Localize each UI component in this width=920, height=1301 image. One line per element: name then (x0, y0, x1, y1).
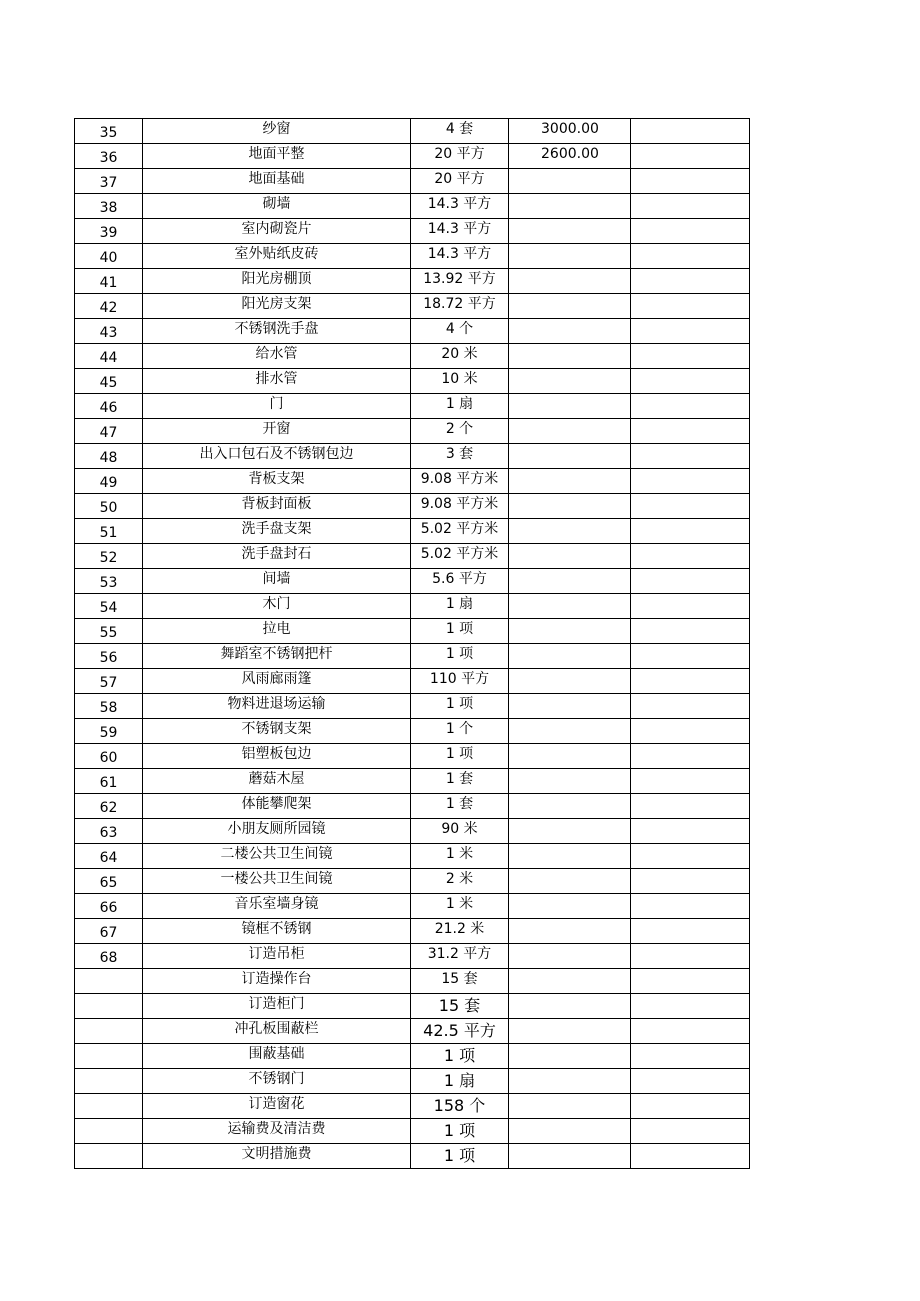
item-name-cell: 物料进退场运输 (143, 694, 411, 719)
item-note-cell (631, 119, 750, 144)
item-number-cell (75, 969, 143, 994)
table-row (75, 169, 750, 194)
item-quantity-cell: 1 项 (411, 619, 509, 644)
item-number-cell: 44 (75, 344, 143, 369)
table-row (75, 369, 750, 394)
item-quantity-cell: 20 平方 (411, 144, 509, 169)
item-name-cell: 订造吊柜 (143, 944, 411, 969)
item-note-cell (631, 869, 750, 894)
item-name-cell: 室外贴纸皮砖 (143, 244, 411, 269)
item-note-cell (631, 394, 750, 419)
table-row (75, 219, 750, 244)
table-row (75, 669, 750, 694)
item-quantity-cell: 1 项 (411, 1119, 509, 1144)
item-amount-cell (509, 1044, 631, 1069)
item-amount-cell (509, 969, 631, 994)
item-quantity-cell: 1 套 (411, 794, 509, 819)
item-amount-cell (509, 294, 631, 319)
item-quantity-cell: 5.02 平方米 (411, 544, 509, 569)
table-row (75, 994, 750, 1019)
item-name-cell: 纱窗 (143, 119, 411, 144)
item-note-cell (631, 894, 750, 919)
item-name-cell: 间墙 (143, 569, 411, 594)
table-row (75, 794, 750, 819)
item-number-cell: 59 (75, 719, 143, 744)
item-amount-cell (509, 619, 631, 644)
item-number-cell: 58 (75, 694, 143, 719)
item-note-cell (631, 719, 750, 744)
item-note-cell (631, 169, 750, 194)
item-number-cell: 61 (75, 769, 143, 794)
table-row (75, 1119, 750, 1144)
item-name-cell: 小朋友厕所园镜 (143, 819, 411, 844)
item-amount-cell (509, 819, 631, 844)
item-quantity-cell: 21.2 米 (411, 919, 509, 944)
item-note-cell (631, 319, 750, 344)
item-amount-cell (509, 544, 631, 569)
item-note-cell (631, 1119, 750, 1144)
item-name-cell: 风雨廊雨篷 (143, 669, 411, 694)
item-name-cell: 不锈钢支架 (143, 719, 411, 744)
item-number-cell: 63 (75, 819, 143, 844)
item-note-cell (631, 269, 750, 294)
table-row (75, 619, 750, 644)
item-number-cell: 36 (75, 144, 143, 169)
item-number-cell: 54 (75, 594, 143, 619)
item-name-cell: 运输费及清洁费 (143, 1119, 411, 1144)
item-quantity-cell: 1 项 (411, 644, 509, 669)
item-note-cell (631, 694, 750, 719)
item-name-cell: 不锈钢门 (143, 1069, 411, 1094)
table-row (75, 1144, 750, 1169)
item-number-cell: 62 (75, 794, 143, 819)
item-name-cell: 砌墙 (143, 194, 411, 219)
item-name-cell: 洗手盘封石 (143, 544, 411, 569)
item-note-cell (631, 294, 750, 319)
item-amount-cell (509, 569, 631, 594)
item-name-cell: 体能攀爬架 (143, 794, 411, 819)
item-number-cell: 45 (75, 369, 143, 394)
table-row (75, 494, 750, 519)
item-note-cell (631, 544, 750, 569)
item-note-cell (631, 344, 750, 369)
item-name-cell: 门 (143, 394, 411, 419)
item-quantity-cell: 1 米 (411, 894, 509, 919)
item-name-cell: 一楼公共卫生间镜 (143, 869, 411, 894)
item-note-cell (631, 244, 750, 269)
table-row (75, 319, 750, 344)
item-quantity-cell: 13.92 平方 (411, 269, 509, 294)
item-quantity-cell: 14.3 平方 (411, 244, 509, 269)
item-number-cell (75, 1144, 143, 1169)
table-body (75, 119, 750, 1169)
item-name-cell: 蘑菇木屋 (143, 769, 411, 794)
item-name-cell: 木门 (143, 594, 411, 619)
item-number-cell: 65 (75, 869, 143, 894)
item-number-cell (75, 1119, 143, 1144)
item-number-cell: 49 (75, 469, 143, 494)
item-note-cell (631, 944, 750, 969)
item-quantity-cell: 1 个 (411, 719, 509, 744)
item-quantity-cell: 20 米 (411, 344, 509, 369)
item-name-cell: 排水管 (143, 369, 411, 394)
item-amount-cell (509, 1019, 631, 1044)
item-note-cell (631, 494, 750, 519)
item-name-cell: 开窗 (143, 419, 411, 444)
table-row (75, 869, 750, 894)
item-note-cell (631, 919, 750, 944)
table-row (75, 444, 750, 469)
item-quantity-cell: 15 套 (411, 994, 509, 1019)
item-quantity-cell: 18.72 平方 (411, 294, 509, 319)
item-amount-cell (509, 219, 631, 244)
item-amount-cell (509, 769, 631, 794)
table-row (75, 969, 750, 994)
item-quantity-cell: 14.3 平方 (411, 194, 509, 219)
item-name-cell: 阳光房棚顶 (143, 269, 411, 294)
item-number-cell: 37 (75, 169, 143, 194)
item-quantity-cell: 1 套 (411, 769, 509, 794)
item-name-cell: 冲孔板围蔽栏 (143, 1019, 411, 1044)
table-row (75, 294, 750, 319)
item-amount-cell (509, 494, 631, 519)
table-row (75, 944, 750, 969)
item-amount-cell (509, 594, 631, 619)
item-note-cell (631, 1069, 750, 1094)
item-note-cell (631, 444, 750, 469)
table-row (75, 344, 750, 369)
table-row (75, 1069, 750, 1094)
item-name-cell: 铝塑板包边 (143, 744, 411, 769)
item-quantity-cell: 1 扇 (411, 594, 509, 619)
table-row (75, 119, 750, 144)
item-name-cell: 洗手盘支架 (143, 519, 411, 544)
item-number-cell: 64 (75, 844, 143, 869)
item-quantity-cell: 1 项 (411, 744, 509, 769)
table-row (75, 644, 750, 669)
item-amount-cell (509, 394, 631, 419)
item-number-cell: 53 (75, 569, 143, 594)
item-quantity-cell: 1 项 (411, 1144, 509, 1169)
item-number-cell: 39 (75, 219, 143, 244)
table-row (75, 919, 750, 944)
item-name-cell: 拉电 (143, 619, 411, 644)
table-row (75, 144, 750, 169)
item-amount-cell (509, 369, 631, 394)
item-number-cell: 43 (75, 319, 143, 344)
item-quantity-cell: 9.08 平方米 (411, 469, 509, 494)
item-number-cell: 47 (75, 419, 143, 444)
item-name-cell: 给水管 (143, 344, 411, 369)
item-name-cell: 背板封面板 (143, 494, 411, 519)
item-number-cell: 55 (75, 619, 143, 644)
item-note-cell (631, 419, 750, 444)
table-row (75, 1044, 750, 1069)
table-row (75, 694, 750, 719)
item-name-cell: 背板支架 (143, 469, 411, 494)
item-amount-cell (509, 944, 631, 969)
item-note-cell (631, 594, 750, 619)
table-row (75, 244, 750, 269)
item-note-cell (631, 819, 750, 844)
quantity-table (74, 118, 750, 1169)
item-quantity-cell: 2 米 (411, 869, 509, 894)
item-amount-cell (509, 994, 631, 1019)
item-note-cell (631, 369, 750, 394)
item-quantity-cell: 15 套 (411, 969, 509, 994)
table-row (75, 894, 750, 919)
item-note-cell (631, 844, 750, 869)
table-row (75, 719, 750, 744)
item-amount-cell (509, 244, 631, 269)
item-amount-cell (509, 319, 631, 344)
table-row (75, 819, 750, 844)
item-amount-cell (509, 694, 631, 719)
item-note-cell (631, 1019, 750, 1044)
item-quantity-cell: 10 米 (411, 369, 509, 394)
item-number-cell: 35 (75, 119, 143, 144)
item-quantity-cell: 4 个 (411, 319, 509, 344)
table-row (75, 269, 750, 294)
item-number-cell: 42 (75, 294, 143, 319)
item-amount-cell (509, 194, 631, 219)
table-row (75, 844, 750, 869)
item-number-cell: 41 (75, 269, 143, 294)
item-amount-cell: 2600.00 (509, 144, 631, 169)
item-number-cell: 52 (75, 544, 143, 569)
item-name-cell: 不锈钢洗手盘 (143, 319, 411, 344)
item-amount-cell (509, 719, 631, 744)
item-amount-cell (509, 269, 631, 294)
item-amount-cell (509, 1094, 631, 1119)
table-row (75, 419, 750, 444)
item-amount-cell (509, 1069, 631, 1094)
item-number-cell (75, 1094, 143, 1119)
item-quantity-cell: 5.02 平方米 (411, 519, 509, 544)
item-amount-cell (509, 744, 631, 769)
item-number-cell: 48 (75, 444, 143, 469)
item-quantity-cell: 14.3 平方 (411, 219, 509, 244)
item-number-cell: 46 (75, 394, 143, 419)
item-note-cell (631, 1094, 750, 1119)
item-note-cell (631, 569, 750, 594)
item-name-cell: 订造柜门 (143, 994, 411, 1019)
item-amount-cell (509, 169, 631, 194)
item-note-cell (631, 194, 750, 219)
item-number-cell (75, 1044, 143, 1069)
table-row (75, 769, 750, 794)
item-note-cell (631, 1044, 750, 1069)
item-note-cell (631, 619, 750, 644)
item-quantity-cell: 3 套 (411, 444, 509, 469)
table-row (75, 744, 750, 769)
table-row (75, 1019, 750, 1044)
table-row (75, 194, 750, 219)
item-name-cell: 地面平整 (143, 144, 411, 169)
item-note-cell (631, 1144, 750, 1169)
item-number-cell: 56 (75, 644, 143, 669)
item-note-cell (631, 669, 750, 694)
item-quantity-cell: 4 套 (411, 119, 509, 144)
item-quantity-cell: 20 平方 (411, 169, 509, 194)
item-amount-cell (509, 419, 631, 444)
item-quantity-cell: 9.08 平方米 (411, 494, 509, 519)
item-amount-cell: 3000.00 (509, 119, 631, 144)
item-amount-cell (509, 644, 631, 669)
item-note-cell (631, 744, 750, 769)
item-quantity-cell: 1 项 (411, 1044, 509, 1069)
item-name-cell: 镜框不锈钢 (143, 919, 411, 944)
item-number-cell (75, 1019, 143, 1044)
item-note-cell (631, 519, 750, 544)
item-amount-cell (509, 869, 631, 894)
item-quantity-cell: 1 扇 (411, 1069, 509, 1094)
item-quantity-cell: 31.2 平方 (411, 944, 509, 969)
item-name-cell: 室内砌瓷片 (143, 219, 411, 244)
item-name-cell: 二楼公共卫生间镜 (143, 844, 411, 869)
item-amount-cell (509, 844, 631, 869)
item-name-cell: 围蔽基础 (143, 1044, 411, 1069)
item-quantity-cell: 158 个 (411, 1094, 509, 1119)
item-amount-cell (509, 894, 631, 919)
table-row (75, 394, 750, 419)
item-name-cell: 舞蹈室不锈钢把杆 (143, 644, 411, 669)
item-amount-cell (509, 519, 631, 544)
item-quantity-cell: 1 项 (411, 694, 509, 719)
item-number-cell: 68 (75, 944, 143, 969)
item-number-cell: 40 (75, 244, 143, 269)
item-name-cell: 订造窗花 (143, 1094, 411, 1119)
item-name-cell: 文明措施费 (143, 1144, 411, 1169)
item-quantity-cell: 5.6 平方 (411, 569, 509, 594)
item-quantity-cell: 2 个 (411, 419, 509, 444)
item-amount-cell (509, 444, 631, 469)
table-row (75, 544, 750, 569)
item-number-cell: 57 (75, 669, 143, 694)
item-note-cell (631, 144, 750, 169)
item-quantity-cell: 42.5 平方 (411, 1019, 509, 1044)
table-row (75, 594, 750, 619)
item-name-cell: 订造操作台 (143, 969, 411, 994)
table-row (75, 1094, 750, 1119)
item-name-cell: 音乐室墙身镜 (143, 894, 411, 919)
table-row (75, 569, 750, 594)
item-number-cell (75, 1069, 143, 1094)
item-note-cell (631, 994, 750, 1019)
item-quantity-cell: 1 米 (411, 844, 509, 869)
item-number-cell (75, 994, 143, 1019)
item-amount-cell (509, 344, 631, 369)
item-amount-cell (509, 669, 631, 694)
item-note-cell (631, 644, 750, 669)
item-amount-cell (509, 794, 631, 819)
item-amount-cell (509, 919, 631, 944)
item-note-cell (631, 469, 750, 494)
item-number-cell: 50 (75, 494, 143, 519)
item-number-cell: 67 (75, 919, 143, 944)
item-number-cell: 51 (75, 519, 143, 544)
item-number-cell: 66 (75, 894, 143, 919)
item-note-cell (631, 969, 750, 994)
item-note-cell (631, 769, 750, 794)
item-quantity-cell: 90 米 (411, 819, 509, 844)
item-note-cell (631, 219, 750, 244)
item-amount-cell (509, 469, 631, 494)
item-name-cell: 阳光房支架 (143, 294, 411, 319)
item-name-cell: 地面基础 (143, 169, 411, 194)
item-number-cell: 60 (75, 744, 143, 769)
item-note-cell (631, 794, 750, 819)
item-quantity-cell: 1 扇 (411, 394, 509, 419)
item-quantity-cell: 110 平方 (411, 669, 509, 694)
item-number-cell: 38 (75, 194, 143, 219)
item-amount-cell (509, 1144, 631, 1169)
table-row (75, 519, 750, 544)
table-row (75, 469, 750, 494)
item-name-cell: 出入口包石及不锈钢包边 (143, 444, 411, 469)
item-amount-cell (509, 1119, 631, 1144)
